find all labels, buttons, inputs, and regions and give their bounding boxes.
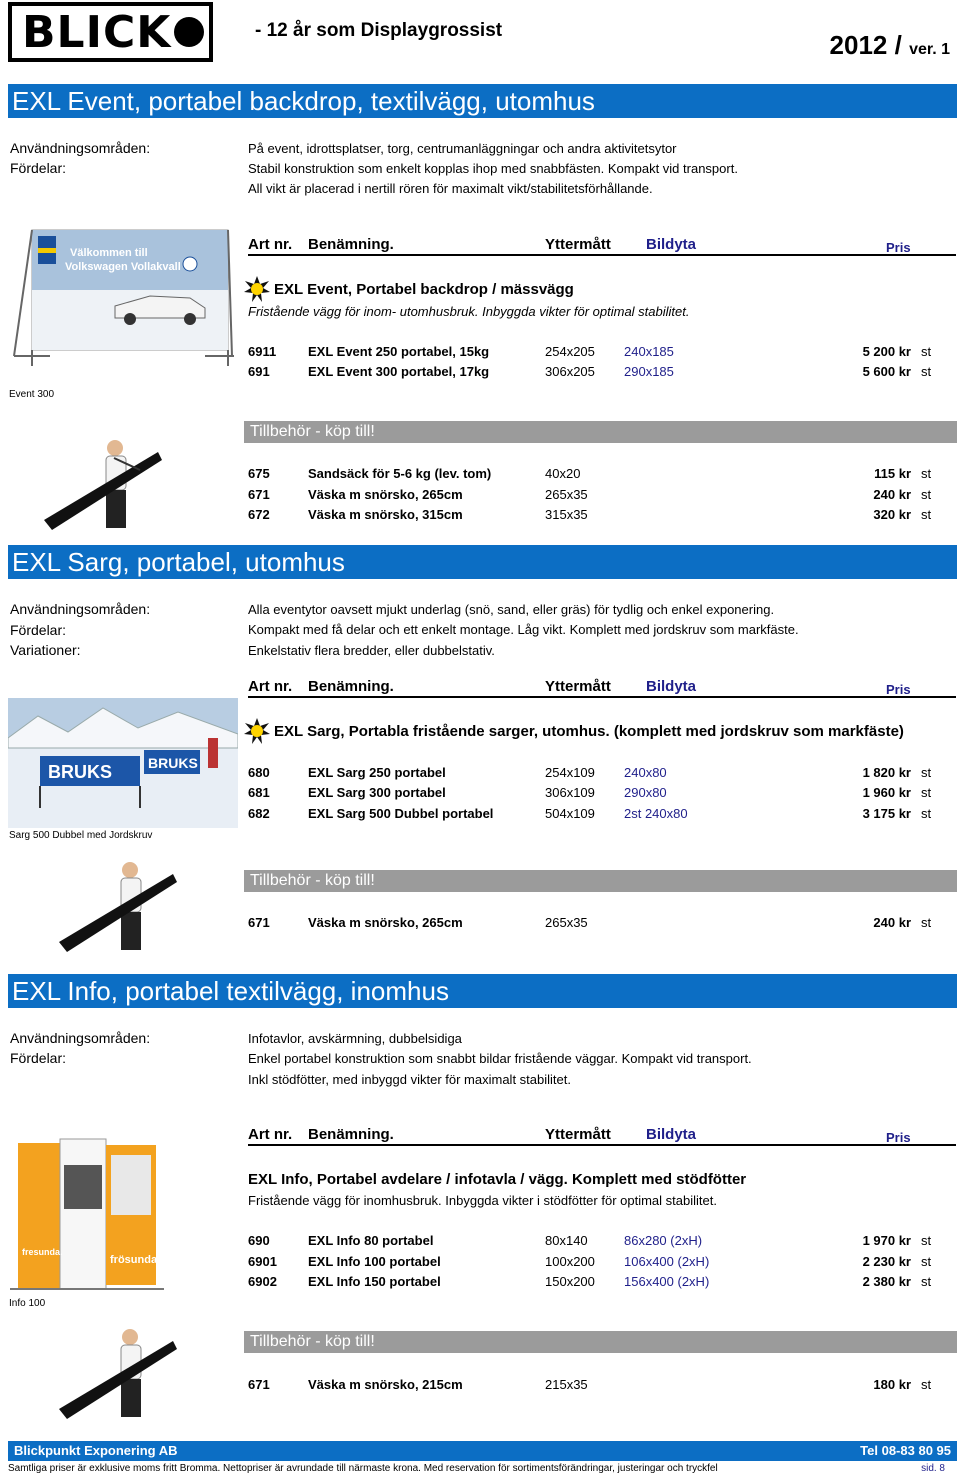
table-cell: 315x35 xyxy=(545,507,588,522)
table-cell: 5 600 kr xyxy=(862,364,911,379)
table-cell: st xyxy=(921,364,932,379)
table-cell: st xyxy=(921,765,932,780)
table-cell: 80x140 xyxy=(545,1233,588,1248)
section-title-event: EXL Event, portabel backdrop, textilvägg, utomhus xyxy=(8,84,957,118)
sarg-snow-image xyxy=(8,698,238,828)
col-pris: Pris xyxy=(886,240,911,255)
desc-line: Stabil konstruktion som enkelt kopplas ihop med snabbfästen. Kompakt vid transport. xyxy=(248,161,738,176)
table-cell: 6902 xyxy=(248,1274,277,1289)
label-usage: Användningsområden: xyxy=(10,1030,151,1046)
table-cell: st xyxy=(921,507,932,522)
table-cell: 690 xyxy=(248,1233,270,1248)
logo-dot-icon xyxy=(174,17,204,47)
table-cell: 504x109 xyxy=(545,806,595,821)
table-cell: 320 kr xyxy=(873,507,911,522)
product-subtitle: Fristående vägg för inomhusbruk. Inbyggda vikter i stödfötter för optimal stabilitet. xyxy=(248,1193,717,1208)
table-cell: 691 xyxy=(248,364,270,379)
starburst-icon xyxy=(244,276,270,302)
tagline: - 12 år som Displaygrossist xyxy=(255,20,503,41)
table-cell: Väska m snörsko, 265cm xyxy=(308,487,463,502)
table-cell: 682 xyxy=(248,806,270,821)
carry-bag-image xyxy=(55,858,180,958)
label-benefits: Fördelar: xyxy=(10,622,67,638)
section-title-info: EXL Info, portabel textilvägg, inomhus xyxy=(8,974,957,1008)
col-ytter: Yttermått xyxy=(545,236,611,253)
banner-text: BRUKS xyxy=(48,762,113,782)
table-cell: 681 xyxy=(248,785,270,800)
table-row xyxy=(248,804,956,824)
table-cell: 86x280 (2xH) xyxy=(624,1233,703,1248)
table-row xyxy=(248,783,956,803)
table-cell: st xyxy=(921,344,932,359)
table-cell: 3 175 kr xyxy=(862,806,911,821)
section-title-sarg: EXL Sarg, portabel, utomhus xyxy=(8,545,957,579)
table-cell: st xyxy=(921,806,932,821)
table-cell: 1 820 kr xyxy=(862,765,911,780)
carry-bag-image xyxy=(40,436,165,536)
desc-line: Kompakt med få delar och ett enkelt montage. Låg vikt. Komplett med jordskruv som markfäste. xyxy=(248,622,799,637)
table-cell: EXL Info 100 portabel xyxy=(308,1254,441,1269)
table-cell: 675 xyxy=(248,466,270,481)
table-cell: Väska m snörsko, 315cm xyxy=(308,507,463,522)
desc-line: Enkel portabel konstruktion som snabbt bildar fristående väggar. Kompakt vid transport. xyxy=(248,1051,752,1066)
table-cell: 156x400 (2xH) xyxy=(624,1274,710,1289)
table-cell: st xyxy=(921,915,932,930)
table-cell: 106x400 (2xH) xyxy=(624,1254,710,1269)
table-header xyxy=(248,236,956,256)
table-cell: 290x185 xyxy=(624,364,674,379)
panel-text: fresunda. xyxy=(22,1247,63,1257)
table-cell: 215x35 xyxy=(545,1377,588,1392)
table-row xyxy=(248,464,956,484)
table-cell: 672 xyxy=(248,507,270,522)
image-caption: Info 100 xyxy=(9,1298,46,1309)
info-panels-image xyxy=(8,1135,168,1295)
accessories-bar: Tillbehör - köp till! xyxy=(244,870,957,892)
table-cell: 254x205 xyxy=(545,344,595,359)
footer-bar xyxy=(8,1441,957,1461)
label-variations: Variationer: xyxy=(10,642,81,658)
table-cell: st xyxy=(921,1233,932,1248)
table-cell: 240x185 xyxy=(624,344,674,359)
table-cell: 240x80 xyxy=(624,765,667,780)
table-cell: 671 xyxy=(248,487,270,502)
table-row xyxy=(248,1272,956,1292)
table-row xyxy=(248,1252,956,1272)
table-cell: 2st 240x80 xyxy=(624,806,688,821)
table-cell: 150x200 xyxy=(545,1274,595,1289)
table-cell: Väska m snörsko, 215cm xyxy=(308,1377,463,1392)
table-cell: 5 200 kr xyxy=(862,344,911,359)
image-caption: Event 300 xyxy=(9,389,55,400)
table-cell: 2 230 kr xyxy=(862,1254,911,1269)
footer-note: Samtliga priser är exklusive moms fritt Bromma. Nettopriser är avrundade till närmaste krona. Med reservation för sortimentsförändringar, justeringar och tryckfel sid. 8 xyxy=(8,1463,945,1474)
carry-bag-image xyxy=(55,1325,180,1425)
desc-line: Inkl stödfötter, med inbyggd vikter för maximalt stabilitet. xyxy=(248,1072,571,1087)
product-title: EXL Event, Portabel backdrop / mässvägg xyxy=(274,281,574,298)
table-cell: EXL Sarg 300 portabel xyxy=(308,785,446,800)
table-cell: 290x80 xyxy=(624,785,667,800)
table-cell: 40x20 xyxy=(545,466,581,481)
label-benefits: Fördelar: xyxy=(10,160,67,176)
table-cell: 1 970 kr xyxy=(862,1233,911,1248)
table-cell: EXL Info 80 portabel xyxy=(308,1233,434,1248)
table-cell: 240 kr xyxy=(873,915,911,930)
table-cell: 671 xyxy=(248,915,270,930)
table-row xyxy=(248,485,956,505)
table-cell: st xyxy=(921,1274,932,1289)
table-cell: st xyxy=(921,466,932,481)
col-name: Benämning. xyxy=(308,236,394,253)
image-caption: Sarg 500 Dubbel med Jordskruv xyxy=(9,830,153,841)
table-cell: 100x200 xyxy=(545,1254,595,1269)
table-cell: 240 kr xyxy=(873,487,911,502)
phone-number: Tel 08-83 80 95 xyxy=(860,1443,951,1458)
table-header: Art nr. Benämning. Yttermått Bildyta Pris xyxy=(248,1126,956,1146)
table-row xyxy=(248,1231,956,1251)
table-row xyxy=(248,362,956,382)
panel-text: frösunda. xyxy=(110,1254,161,1266)
label-benefits: Fördelar: xyxy=(10,1050,67,1066)
col-bild: Bildyta xyxy=(646,236,697,253)
desc-line: På event, idrottsplatser, torg, centrumanläggningar och andra aktivitetsytor xyxy=(248,141,677,156)
desc-line: Infotavlor, avskärmning, dubbelsidiga xyxy=(248,1031,462,1046)
table-cell: 306x109 xyxy=(545,785,595,800)
table-cell: Sandsäck för 5-6 kg (lev. tom) xyxy=(308,466,492,481)
table-cell: 254x109 xyxy=(545,765,595,780)
blick-logo: BLICK xyxy=(8,2,213,62)
table-cell: 180 kr xyxy=(873,1377,911,1392)
table-cell: 306x205 xyxy=(545,364,595,379)
page-number: sid. 8 xyxy=(921,1463,945,1474)
table-row xyxy=(248,342,956,362)
table-cell: EXL Sarg 500 Dubbel portabel xyxy=(308,806,494,821)
desc-line: Alla eventytor oavsett mjukt underlag (snö, sand, eller gräs) för tydlig och enkel exponering. xyxy=(248,602,775,617)
product-title: EXL Sarg, Portabla fristående sarger, utomhus. (komplett med jordskruv som markfäste) xyxy=(274,723,904,740)
label-usage: Användningsområden: xyxy=(10,601,151,617)
table-cell: st xyxy=(921,1377,932,1392)
table-cell: 6901 xyxy=(248,1254,277,1269)
table-cell: EXL Event 300 portabel, 17kg xyxy=(308,364,490,379)
table-cell: Väska m snörsko, 265cm xyxy=(308,915,463,930)
table-cell: st xyxy=(921,487,932,502)
table-cell: EXL Info 150 portabel xyxy=(308,1274,441,1289)
table-cell: EXL Event 250 portabel, 15kg xyxy=(308,344,490,359)
year-version: 2012 / ver. 1 xyxy=(829,30,950,60)
starburst-icon xyxy=(244,718,270,744)
table-cell: 265x35 xyxy=(545,487,588,502)
table-header: Art nr. Benämning. Yttermått Bildyta Pris xyxy=(248,678,956,698)
table-cell: 671 xyxy=(248,1377,270,1392)
table-cell: 1 960 kr xyxy=(862,785,911,800)
table-cell: st xyxy=(921,785,932,800)
backdrop-text: Välkommen till xyxy=(70,247,148,259)
product-title: EXL Info, Portabel avdelare / infotavla / vägg. Komplett med stödfötter xyxy=(248,1171,747,1188)
banner-text: BRUKS xyxy=(148,755,198,771)
company-name: Blickpunkt Exponering AB xyxy=(14,1443,178,1458)
table-cell: 2 380 kr xyxy=(862,1274,911,1289)
event-backdrop-image xyxy=(10,226,235,386)
accessories-bar: Tillbehör - köp till! xyxy=(244,421,957,443)
table-cell: 265x35 xyxy=(545,915,588,930)
table-cell: 680 xyxy=(248,765,270,780)
table-row xyxy=(248,505,956,525)
desc-line: All vikt är placerad i nertill rören för maximalt vikt/stabilitetsförhållande. xyxy=(248,181,653,196)
table-cell: EXL Sarg 250 portabel xyxy=(308,765,446,780)
desc-line: Enkelstativ flera bredder, eller dubbelstativ. xyxy=(248,643,495,658)
table-cell: st xyxy=(921,1254,932,1269)
product-subtitle: Fristående vägg för inom- utomhusbruk. Inbyggda vikter för optimal stabilitet. xyxy=(248,304,690,319)
table-row xyxy=(248,763,956,783)
table-row xyxy=(248,913,956,933)
table-cell: 115 kr xyxy=(874,466,911,481)
col-art: Art nr. xyxy=(248,236,293,253)
table-row xyxy=(248,1375,956,1395)
backdrop-text: Volkswagen Vollakvall xyxy=(65,261,181,273)
accessories-bar: Tillbehör - köp till! xyxy=(244,1331,957,1353)
label-usage: Användningsområden: xyxy=(10,140,151,156)
table-cell: 6911 xyxy=(248,344,277,359)
